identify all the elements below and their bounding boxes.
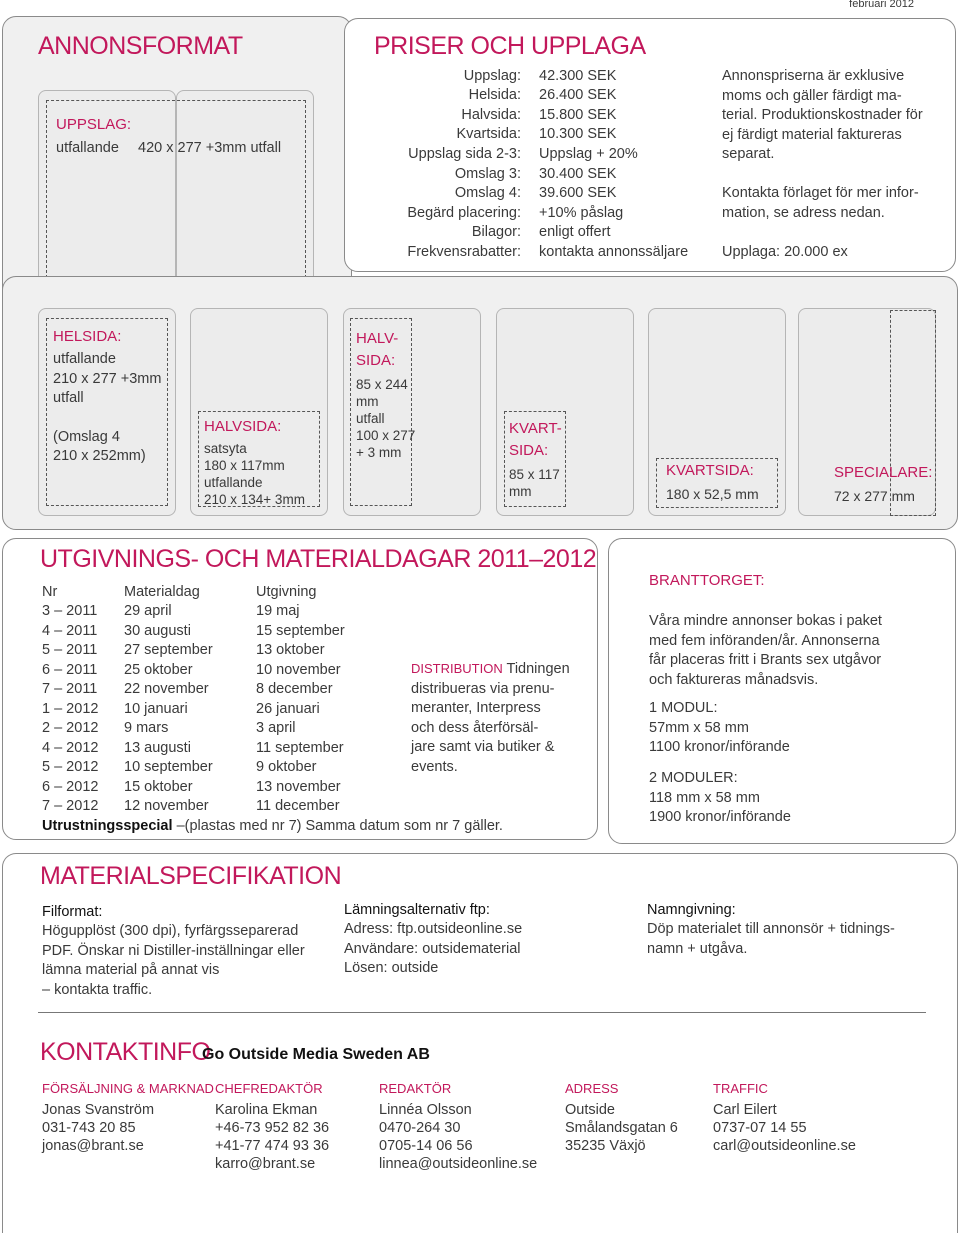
uppslag-size: 420 x 277 +3mm utfall <box>138 140 282 156</box>
company-name: Go Outside Media Sweden AB <box>202 1046 430 1063</box>
intro-line: med fem införanden/år. Annonserna <box>649 632 880 649</box>
contact-line: Linnéa Olsson <box>379 1102 472 1118</box>
note-line: ej färdigt material faktureras <box>722 126 902 143</box>
spec-line: – kontakta traffic. <box>42 981 153 998</box>
contact-line: +46-73 952 82 36 <box>215 1120 330 1136</box>
price-label: Helsida: <box>468 87 521 103</box>
material-date: 29 april <box>124 603 172 619</box>
modul-line: 57mm x 58 mm <box>649 719 749 736</box>
spec-line: Döp materialet till annonsör + tidnings- <box>647 921 895 937</box>
ftp-details <box>344 920 522 979</box>
priser-title: PRISER OCH UPPLAGA <box>374 32 646 60</box>
label-line: HALV- <box>356 330 399 347</box>
contact-line: jonas@brant.se <box>42 1138 144 1154</box>
price-label: Omslag 3: <box>454 166 521 182</box>
issue-number: 7 – 2011 <box>42 681 98 697</box>
issue-number: 4 – 2011 <box>42 622 98 639</box>
publish-date: 10 november <box>256 661 341 678</box>
material-date: 10 januari <box>124 700 188 717</box>
issue-number: 3 – 2011 <box>42 603 98 619</box>
note-line: mation, se adress nedan. <box>722 204 885 221</box>
contact-head: CHEFREDAKTÖR <box>215 1081 323 1096</box>
distribution-line: distribueras via prenu- <box>411 680 555 697</box>
col-header-nr: Nr <box>42 584 58 600</box>
price-label: Omslag 4: <box>454 185 521 201</box>
kvartsida-size: 180 x 52,5 mm <box>666 486 759 502</box>
label-line: SIDA: <box>356 352 396 369</box>
spec-line: lämna material på annat vis <box>42 962 220 978</box>
filformat-head: Filformat: <box>42 904 103 920</box>
ftp-line: Adress: ftp.outsideonline.se <box>344 921 523 937</box>
material-date: 13 augusti <box>124 739 191 756</box>
contact-line: 35235 Växjö <box>565 1138 646 1154</box>
contact-line: Jonas Svanström <box>42 1102 155 1118</box>
contact-line: 0470-264 30 <box>379 1120 461 1136</box>
issue-number: 6 – 2011 <box>42 661 98 678</box>
issue-number: 2 – 2012 <box>42 720 99 736</box>
distribution-line: events. <box>411 758 458 775</box>
price-label: Frekvensrabatter: <box>407 244 521 260</box>
material-date: 12 november <box>124 798 209 814</box>
price-value: +10% påslag <box>539 205 624 221</box>
utrustningsspecial-text: –(plastas med nr 7) Samma datum som nr 7 gäller. <box>176 818 503 834</box>
spec-line: utfallande <box>53 351 116 367</box>
note-line: separat. <box>722 146 775 162</box>
contact-head: ADRESS <box>565 1081 619 1096</box>
publish-date: 11 september <box>256 739 344 756</box>
branttorget-intro <box>649 612 882 690</box>
special-size: 72 x 277 mm <box>834 488 915 504</box>
material-date: 9 mars <box>124 720 169 736</box>
price-value: Uppslag + 20% <box>539 146 638 162</box>
price-value: 42.300 SEK <box>539 68 617 84</box>
filformat-text <box>42 922 305 1000</box>
contact-head: TRAFFIC <box>713 1081 768 1096</box>
col-header-utgivning: Utgivning <box>256 584 317 600</box>
price-label: Uppslag sida 2-3: <box>408 146 521 162</box>
spec-line: 180 x 117mm <box>204 458 285 473</box>
kvart-spec <box>509 466 560 500</box>
contact-line: Outside <box>565 1102 615 1118</box>
kvart-label <box>509 418 562 462</box>
label-line: SIDA: <box>509 442 549 459</box>
issue-number: 5 – 2011 <box>42 642 98 658</box>
modul-line: 1100 kronor/införande <box>649 739 790 755</box>
namngivning-head: Namngivning: <box>647 902 736 918</box>
branttorget-title: BRANTTORGET: <box>649 572 765 589</box>
publish-date: 26 januari <box>256 700 320 717</box>
contact-line: Karolina Ekman <box>215 1102 318 1118</box>
distribution-line: Tidningen <box>506 661 570 677</box>
ftp-line: Användare: outsidematerial <box>344 940 521 957</box>
halv-spec <box>356 376 415 461</box>
price-note <box>722 67 923 165</box>
price-label: Kvartsida: <box>456 126 521 142</box>
contact-line: carl@outsideonline.se <box>713 1138 856 1154</box>
publish-date: 11 december <box>256 798 340 814</box>
contact-head: REDAKTÖR <box>379 1081 452 1096</box>
issue-number: 6 – 2012 <box>42 778 99 795</box>
kontakt-title: KONTAKTINFO <box>40 1038 211 1066</box>
price-label: Uppslag: <box>463 68 521 84</box>
publish-date: 15 september <box>256 622 345 639</box>
contact-line: 031-743 20 85 <box>42 1120 136 1136</box>
publish-date: 9 oktober <box>256 759 317 775</box>
utgivning-title: UTGIVNINGS- OCH MATERIALDAGAR 2011–2012 <box>40 545 597 573</box>
utrustningsspecial-label: Utrustningsspecial <box>42 818 173 834</box>
halvsida-spec <box>204 440 305 508</box>
material-date: 22 november <box>124 681 209 697</box>
halvsida-label: HALVSIDA: <box>204 418 282 435</box>
col-header-materialdag: Materialdag <box>124 584 200 600</box>
spec-line: utfall <box>53 390 84 406</box>
publish-date: 8 december <box>256 681 333 697</box>
material-date: 30 augusti <box>124 622 191 639</box>
helsida-spec <box>53 350 161 467</box>
modul-line: 2 MODULER: <box>649 770 738 786</box>
spec-line: utfallande <box>204 475 263 490</box>
material-title: MATERIALSPECIFIKATION <box>40 862 342 890</box>
note-line: Annonspriserna är exklusive <box>722 68 905 84</box>
contact-line: 0737-07 14 55 <box>713 1120 807 1136</box>
section-divider <box>38 1012 926 1013</box>
material-date: 27 september <box>124 642 213 658</box>
label-line: KVART- <box>509 420 562 437</box>
modul-line: 118 mm x 58 mm <box>649 789 760 806</box>
kvartsida-label: KVARTSIDA: <box>666 462 754 479</box>
contact-line: 0705-14 06 56 <box>379 1138 473 1154</box>
price-value: 26.400 SEK <box>539 87 617 103</box>
spec-line: satsyta <box>204 441 247 456</box>
modul-1 <box>649 699 790 758</box>
price-value: enligt offert <box>539 224 611 240</box>
spec-line: 210 x 277 +3mm <box>53 370 162 387</box>
ftp-line: Lösen: outside <box>344 960 439 976</box>
issue-number: 5 – 2012 <box>42 759 99 775</box>
modul-line: 1900 kronor/införande <box>649 809 791 825</box>
contact-line: linnea@outsideonline.se <box>379 1156 538 1172</box>
ftp-head: Lämningsalternativ ftp: <box>344 902 490 918</box>
issue-number: 7 – 2012 <box>42 798 99 814</box>
contact-line: Smålandsgatan 6 <box>565 1120 678 1136</box>
price-value: kontakta annonssäljare <box>539 244 689 260</box>
material-date: 10 september <box>124 759 213 775</box>
spec-line: (Omslag 4 <box>53 428 120 445</box>
modul-line: 1 MODUL: <box>649 700 718 716</box>
contact-line: karro@brant.se <box>215 1156 316 1172</box>
distribution-line: meranter, Interpress <box>411 700 541 716</box>
intro-line: och faktureras månadsvis. <box>649 671 819 688</box>
helsida-label: HELSIDA: <box>53 328 122 345</box>
spec-line: 85 x 244 <box>356 377 408 392</box>
note-line: moms och gäller färdigt ma- <box>722 87 902 104</box>
spec-line: 210 x 252mm) <box>53 448 146 464</box>
special-label: SPECIALARE: <box>834 464 933 481</box>
spec-line: Högupplöst (300 dpi), fyrfärgsseparerad <box>42 923 299 939</box>
spec-line: mm <box>509 484 532 499</box>
spec-line: mm <box>356 394 379 409</box>
spec-line: PDF. Önskar ni Distiller-inställningar eller <box>42 942 305 959</box>
contact-head: FÖRSÄLJNING & MARKNAD <box>42 1081 214 1096</box>
publish-date: 13 oktober <box>256 642 325 658</box>
spec-line: namn + utgåva. <box>647 940 748 957</box>
distribution-line: och dess återförsäl- <box>411 719 539 736</box>
spec-line: + 3 mm <box>356 445 402 460</box>
price-label: Begärd placering: <box>407 205 521 221</box>
publish-date: 19 maj <box>256 603 300 619</box>
spec-line: 100 x 277 <box>356 428 416 443</box>
spacer <box>53 409 161 428</box>
issue-number: 4 – 2012 <box>42 739 99 756</box>
utrustningsspecial-note <box>42 818 503 834</box>
price-label: Bilagor: <box>471 224 521 240</box>
modul-2 <box>649 769 791 828</box>
price-value: 10.300 SEK <box>539 126 617 142</box>
spec-line: utfall <box>356 411 385 426</box>
note-line: terial. Produktionskostnader för <box>722 107 923 123</box>
publish-date: 3 april <box>256 720 296 736</box>
price-value: 30.400 SEK <box>539 166 617 182</box>
issue-number: 1 – 2012 <box>42 700 99 717</box>
uppslag-text: utfallande <box>56 140 119 156</box>
spec-line: 85 x 117 <box>509 467 560 482</box>
issue-date: februari 2012 <box>849 0 914 10</box>
halv-label <box>356 328 398 372</box>
uppslag-label: UPPSLAG: <box>56 116 132 133</box>
upplaga: Upplaga: 20.000 ex <box>722 244 848 260</box>
price-contact-note <box>722 184 919 223</box>
note-line: Kontakta förlaget för mer infor- <box>722 185 919 201</box>
namngivning-text <box>647 920 895 959</box>
material-date: 25 oktober <box>124 661 193 678</box>
intro-line: får placeras fritt i Brants sex utgåvor <box>649 652 882 668</box>
price-value: 15.800 SEK <box>539 107 617 123</box>
spec-line: 210 x 134+ 3mm <box>204 492 305 507</box>
distribution-line: jare samt via butiker & <box>411 739 555 755</box>
contact-line: +41-77 474 93 36 <box>215 1138 330 1154</box>
publish-date: 13 november <box>256 778 341 795</box>
price-value: 39.600 SEK <box>539 185 617 201</box>
distribution-text <box>411 659 570 777</box>
intro-line: Våra mindre annonser bokas i paket <box>649 613 882 629</box>
annonsformat-title: ANNONSFORMAT <box>38 32 243 60</box>
special-outline <box>890 310 936 516</box>
price-label: Halvsida: <box>461 107 521 123</box>
contact-line: Carl Eilert <box>713 1102 777 1118</box>
distribution-label: DISTRIBUTION <box>411 661 503 676</box>
material-date: 15 oktober <box>124 778 193 795</box>
